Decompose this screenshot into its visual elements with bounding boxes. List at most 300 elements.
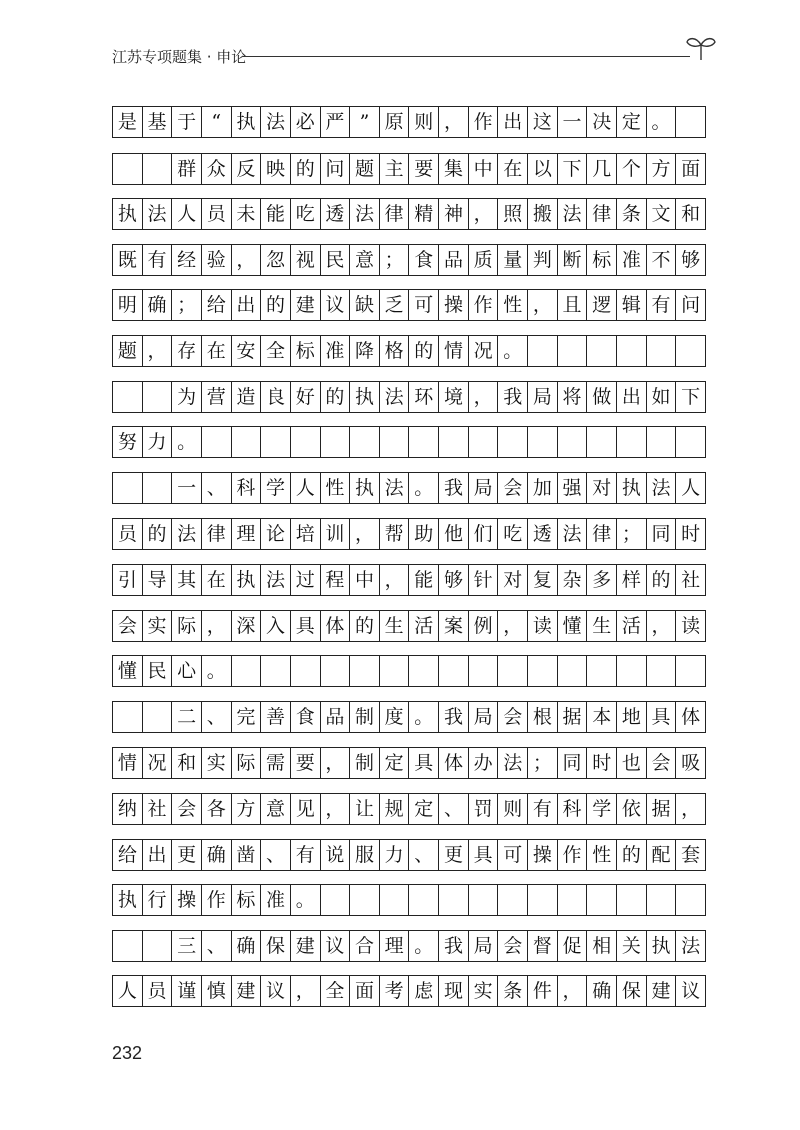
grid-cell: 会	[498, 931, 528, 961]
grid-cell: 件	[528, 976, 558, 1006]
grid-cell: ，	[469, 382, 499, 412]
grid-cell: 性	[321, 473, 351, 503]
grid-cell: 法	[261, 107, 291, 137]
grid-cell: 则	[498, 794, 528, 824]
grid-cell: 训	[321, 519, 351, 549]
grid-cell: 经	[172, 245, 202, 275]
grid-row	[112, 198, 706, 230]
grid-cell	[321, 885, 351, 915]
grid-cell	[558, 336, 588, 366]
grid-cell: 学	[587, 794, 617, 824]
grid-cell: 读	[676, 611, 706, 641]
grid-cell: ，	[143, 336, 173, 366]
grid-cell	[439, 427, 469, 457]
grid-cell: 意	[350, 245, 380, 275]
grid-cell: 会	[172, 794, 202, 824]
grid-cell: 原	[380, 107, 410, 137]
grid-cell: 面	[350, 976, 380, 1006]
grid-row	[112, 289, 706, 321]
grid-cell: 体	[439, 748, 469, 778]
grid-cell	[113, 702, 143, 732]
grid-cell: 力	[380, 840, 410, 870]
grid-cell	[528, 656, 558, 686]
grid-cell: ；	[380, 245, 410, 275]
grid-cell: 法	[261, 565, 291, 595]
grid-cell	[143, 154, 173, 184]
grid-cell: 。	[409, 931, 439, 961]
grid-cell: 中	[469, 154, 499, 184]
grid-cell: 有	[143, 245, 173, 275]
grid-cell: 精	[409, 199, 439, 229]
grid-cell: 透	[528, 519, 558, 549]
grid-cell: 。	[498, 336, 528, 366]
grid-cell: 我	[439, 473, 469, 503]
grid-cell	[469, 885, 499, 915]
grid-cell: 案	[439, 611, 469, 641]
grid-cell: ，	[232, 245, 262, 275]
grid-cell: 确	[232, 931, 262, 961]
grid-cell: 时	[676, 519, 706, 549]
grid-cell: 如	[647, 382, 677, 412]
grid-cell: 群	[172, 154, 202, 184]
grid-cell: 有	[647, 290, 677, 320]
grid-cell: 法	[143, 199, 173, 229]
grid-cell	[113, 154, 143, 184]
grid-cell: 律	[202, 519, 232, 549]
grid-cell: 和	[172, 748, 202, 778]
grid-cell: 实	[469, 976, 499, 1006]
grid-cell: 对	[498, 565, 528, 595]
grid-row	[112, 975, 706, 1007]
grid-cell: 员	[143, 976, 173, 1006]
grid-cell	[350, 885, 380, 915]
grid-cell: 多	[587, 565, 617, 595]
grid-cell: 主	[380, 154, 410, 184]
grid-cell: 下	[676, 382, 706, 412]
grid-cell: 慎	[202, 976, 232, 1006]
grid-cell: 论	[261, 519, 291, 549]
grid-row	[112, 244, 706, 276]
grid-cell: 杂	[558, 565, 588, 595]
grid-cell: 复	[528, 565, 558, 595]
grid-cell	[143, 382, 173, 412]
grid-cell: 法	[647, 473, 677, 503]
grid-cell: 帮	[380, 519, 410, 549]
grid-cell	[143, 702, 173, 732]
grid-cell: 透	[321, 199, 351, 229]
grid-cell	[232, 427, 262, 457]
grid-cell: 明	[113, 290, 143, 320]
grid-cell: 虑	[409, 976, 439, 1006]
grid-cell: 、	[202, 931, 232, 961]
grid-cell: ，	[321, 748, 351, 778]
grid-cell: 律	[587, 199, 617, 229]
grid-row	[112, 518, 706, 550]
grid-cell: 纳	[113, 794, 143, 824]
grid-cell	[291, 656, 321, 686]
grid-cell: 配	[647, 840, 677, 870]
grid-cell: 确	[143, 290, 173, 320]
grid-cell: ，	[528, 290, 558, 320]
grid-cell: 各	[202, 794, 232, 824]
grid-cell: 作	[202, 885, 232, 915]
grid-cell: 体	[321, 611, 351, 641]
grid-cell: 一	[558, 107, 588, 137]
grid-cell: 法	[498, 748, 528, 778]
grid-cell: 律	[587, 519, 617, 549]
grid-cell: 制	[350, 748, 380, 778]
grid-cell: 程	[321, 565, 351, 595]
grid-cell: 心	[172, 656, 202, 686]
grid-cell: 执	[350, 382, 380, 412]
grid-cell: 加	[528, 473, 558, 503]
grid-cell: 谨	[172, 976, 202, 1006]
grid-cell: 强	[558, 473, 588, 503]
grid-cell: 完	[232, 702, 262, 732]
grid-cell: 会	[498, 473, 528, 503]
grid-cell: 准	[261, 885, 291, 915]
grid-cell: 确	[587, 976, 617, 1006]
grid-cell: 文	[647, 199, 677, 229]
grid-cell: 的	[321, 382, 351, 412]
grid-cell	[647, 885, 677, 915]
grid-cell	[113, 473, 143, 503]
grid-cell: 境	[439, 382, 469, 412]
grid-cell	[380, 885, 410, 915]
grid-cell: 会	[647, 748, 677, 778]
grid-cell: 我	[439, 702, 469, 732]
grid-cell: 以	[528, 154, 558, 184]
grid-cell: 况	[469, 336, 499, 366]
grid-row	[112, 426, 706, 458]
grid-cell: 相	[587, 931, 617, 961]
grid-cell: 。	[172, 427, 202, 457]
grid-cell: 懂	[113, 656, 143, 686]
grid-cell: 法	[558, 199, 588, 229]
grid-cell: 。	[409, 702, 439, 732]
grid-cell: 缺	[350, 290, 380, 320]
grid-row	[112, 106, 706, 138]
grid-cell	[439, 656, 469, 686]
grid-cell	[617, 336, 647, 366]
grid-cell: 规	[380, 794, 410, 824]
grid-cell: 营	[202, 382, 232, 412]
grid-cell: 吃	[291, 199, 321, 229]
grid-cell: 问	[676, 290, 706, 320]
grid-cell: 引	[113, 565, 143, 595]
grid-cell	[380, 656, 410, 686]
grid-cell: 量	[498, 245, 528, 275]
grid-cell: 食	[291, 702, 321, 732]
grid-cell: 现	[439, 976, 469, 1006]
grid-cell: ；	[617, 519, 647, 549]
grid-cell	[558, 656, 588, 686]
grid-cell: 降	[350, 336, 380, 366]
grid-cell	[409, 885, 439, 915]
grid-cell: 局	[469, 931, 499, 961]
grid-cell: 具	[291, 611, 321, 641]
grid-cell: 实	[143, 611, 173, 641]
grid-cell: ，	[439, 107, 469, 137]
grid-cell: 要	[409, 154, 439, 184]
grid-row	[112, 564, 706, 596]
grid-cell: 善	[261, 702, 291, 732]
grid-cell: 严	[321, 107, 351, 137]
grid-cell: 验	[202, 245, 232, 275]
grid-cell: 题	[113, 336, 143, 366]
grid-cell: ，	[498, 611, 528, 641]
grid-cell: 条	[617, 199, 647, 229]
grid-cell: 作	[469, 290, 499, 320]
grid-cell: 生	[380, 611, 410, 641]
grid-cell: 操	[439, 290, 469, 320]
grid-cell: 同	[647, 519, 677, 549]
grid-cell: 吸	[676, 748, 706, 778]
grid-cell: 局	[469, 702, 499, 732]
grid-cell: 法	[172, 519, 202, 549]
grid-cell: 人	[113, 976, 143, 1006]
grid-cell: 科	[558, 794, 588, 824]
grid-row	[112, 793, 706, 825]
grid-cell: 科	[232, 473, 262, 503]
grid-cell: 执	[113, 885, 143, 915]
header-rule	[243, 56, 690, 57]
grid-cell: 作	[469, 107, 499, 137]
grid-cell: 们	[469, 519, 499, 549]
grid-cell: 性	[587, 840, 617, 870]
grid-cell: 、	[202, 473, 232, 503]
grid-cell: 学	[261, 473, 291, 503]
grid-cell: 出	[232, 290, 262, 320]
grid-cell: 出	[143, 840, 173, 870]
grid-cell: 执	[232, 107, 262, 137]
grid-cell	[676, 885, 706, 915]
grid-cell: 行	[143, 885, 173, 915]
grid-cell: 忽	[261, 245, 291, 275]
grid-cell: 员	[202, 199, 232, 229]
grid-cell: 人	[676, 473, 706, 503]
grid-cell: 神	[439, 199, 469, 229]
grid-cell	[350, 427, 380, 457]
grid-cell: 照	[498, 199, 528, 229]
grid-cell: 、	[202, 702, 232, 732]
grid-cell: 一	[172, 473, 202, 503]
grid-cell: 活	[409, 611, 439, 641]
grid-cell: 合	[350, 931, 380, 961]
grid-cell	[143, 473, 173, 503]
grid-cell: 的	[409, 336, 439, 366]
grid-cell: 意	[261, 794, 291, 824]
grid-cell: 既	[113, 245, 143, 275]
grid-cell	[587, 885, 617, 915]
grid-cell: 生	[587, 611, 617, 641]
grid-cell: 能	[409, 565, 439, 595]
grid-cell: 有	[528, 794, 558, 824]
grid-cell: 给	[202, 290, 232, 320]
grid-cell: 见	[291, 794, 321, 824]
grid-cell: 准	[321, 336, 351, 366]
grid-cell: ”	[350, 107, 380, 137]
grid-cell: 依	[617, 794, 647, 824]
grid-cell: 我	[498, 382, 528, 412]
grid-cell: 可	[498, 840, 528, 870]
grid-row	[112, 655, 706, 687]
grid-cell: 促	[558, 931, 588, 961]
grid-cell: 考	[380, 976, 410, 1006]
grid-cell: 中	[350, 565, 380, 595]
grid-cell: 读	[528, 611, 558, 641]
grid-cell: 能	[261, 199, 291, 229]
grid-cell: 地	[617, 702, 647, 732]
grid-cell	[617, 885, 647, 915]
grid-cell	[647, 656, 677, 686]
grid-cell: 入	[261, 611, 291, 641]
grid-cell: 际	[172, 611, 202, 641]
grid-cell: 够	[676, 245, 706, 275]
grid-cell: 会	[498, 702, 528, 732]
grid-cell: 力	[143, 427, 173, 457]
grid-cell: 做	[587, 382, 617, 412]
grid-cell: 其	[172, 565, 202, 595]
grid-cell: 在	[498, 154, 528, 184]
grid-cell	[321, 427, 351, 457]
grid-cell: 方	[647, 154, 677, 184]
grid-cell: 标	[587, 245, 617, 275]
grid-cell: 人	[172, 199, 202, 229]
grid-cell: 在	[202, 565, 232, 595]
grid-cell: 够	[439, 565, 469, 595]
grid-cell	[676, 107, 706, 137]
grid-cell: 作	[558, 840, 588, 870]
grid-cell: 品	[439, 245, 469, 275]
grid-cell: 必	[291, 107, 321, 137]
grid-cell: 准	[617, 245, 647, 275]
grid-cell: 。	[202, 656, 232, 686]
grid-cell: 良	[261, 382, 291, 412]
grid-cell: 导	[143, 565, 173, 595]
grid-cell: 的	[617, 840, 647, 870]
grid-cell: 全	[321, 976, 351, 1006]
grid-row	[112, 153, 706, 185]
grid-cell: 况	[143, 748, 173, 778]
grid-cell: 努	[113, 427, 143, 457]
grid-cell: 关	[617, 931, 647, 961]
grid-cell: 。	[409, 473, 439, 503]
grid-cell: 为	[172, 382, 202, 412]
grid-row	[112, 381, 706, 413]
grid-cell: 具	[469, 840, 499, 870]
grid-cell: 反	[232, 154, 262, 184]
grid-row	[112, 701, 706, 733]
grid-cell	[498, 656, 528, 686]
grid-cell: 我	[439, 931, 469, 961]
grid-cell: 定	[617, 107, 647, 137]
grid-cell: 众	[202, 154, 232, 184]
grid-cell: 可	[409, 290, 439, 320]
grid-cell: ，	[558, 976, 588, 1006]
grid-cell: 活	[617, 611, 647, 641]
grid-cell: 环	[409, 382, 439, 412]
grid-cell: 个	[617, 154, 647, 184]
grid-cell: 本	[587, 702, 617, 732]
grid-cell: 罚	[469, 794, 499, 824]
grid-cell: 搬	[528, 199, 558, 229]
grid-cell	[587, 427, 617, 457]
grid-cell: 社	[143, 794, 173, 824]
grid-cell: 安	[232, 336, 262, 366]
grid-cell: 理	[232, 519, 262, 549]
grid-cell: 度	[380, 702, 410, 732]
grid-cell: 据	[558, 702, 588, 732]
grid-cell: 保	[617, 976, 647, 1006]
grid-cell: “	[202, 107, 232, 137]
grid-cell: 社	[676, 565, 706, 595]
grid-cell: 服	[350, 840, 380, 870]
grid-cell: 出	[617, 382, 647, 412]
grid-cell: 需	[261, 748, 291, 778]
grid-cell: 深	[232, 611, 262, 641]
grid-cell: 面	[676, 154, 706, 184]
grid-cell: 的	[143, 519, 173, 549]
grid-cell: 要	[291, 748, 321, 778]
grid-cell: 定	[409, 794, 439, 824]
grid-cell: 针	[469, 565, 499, 595]
grid-cell: 执	[232, 565, 262, 595]
grid-cell: ；	[172, 290, 202, 320]
grid-cell: 在	[202, 336, 232, 366]
grid-cell	[676, 656, 706, 686]
grid-cell	[261, 656, 291, 686]
grid-cell: 也	[617, 748, 647, 778]
grid-cell: 情	[439, 336, 469, 366]
grid-cell: 基	[143, 107, 173, 137]
grid-cell	[528, 336, 558, 366]
grid-cell: 法	[558, 519, 588, 549]
grid-cell: ，	[676, 794, 706, 824]
grid-cell: 理	[380, 931, 410, 961]
grid-cell: 给	[113, 840, 143, 870]
grid-cell: 办	[469, 748, 499, 778]
grid-cell	[647, 336, 677, 366]
grid-cell: 更	[172, 840, 202, 870]
grid-cell: 际	[232, 748, 262, 778]
grid-cell	[498, 885, 528, 915]
grid-cell: 过	[291, 565, 321, 595]
grid-cell: 说	[321, 840, 351, 870]
grid-cell	[143, 931, 173, 961]
grid-cell	[617, 656, 647, 686]
grid-cell: 映	[261, 154, 291, 184]
grid-cell: 问	[321, 154, 351, 184]
grid-cell: 断	[558, 245, 588, 275]
grid-cell: 培	[291, 519, 321, 549]
grid-cell: 懂	[558, 611, 588, 641]
grid-cell: 民	[321, 245, 351, 275]
grid-row	[112, 930, 706, 962]
grid-cell: 条	[498, 976, 528, 1006]
grid-cell: 格	[380, 336, 410, 366]
grid-cell	[528, 885, 558, 915]
grid-cell	[409, 656, 439, 686]
grid-cell: 这	[528, 107, 558, 137]
grid-cell	[647, 427, 677, 457]
grid-cell	[558, 885, 588, 915]
grid-cell: 且	[558, 290, 588, 320]
grid-cell: ，	[321, 794, 351, 824]
grid-cell	[380, 427, 410, 457]
grid-row	[112, 472, 706, 504]
grid-cell: 判	[528, 245, 558, 275]
